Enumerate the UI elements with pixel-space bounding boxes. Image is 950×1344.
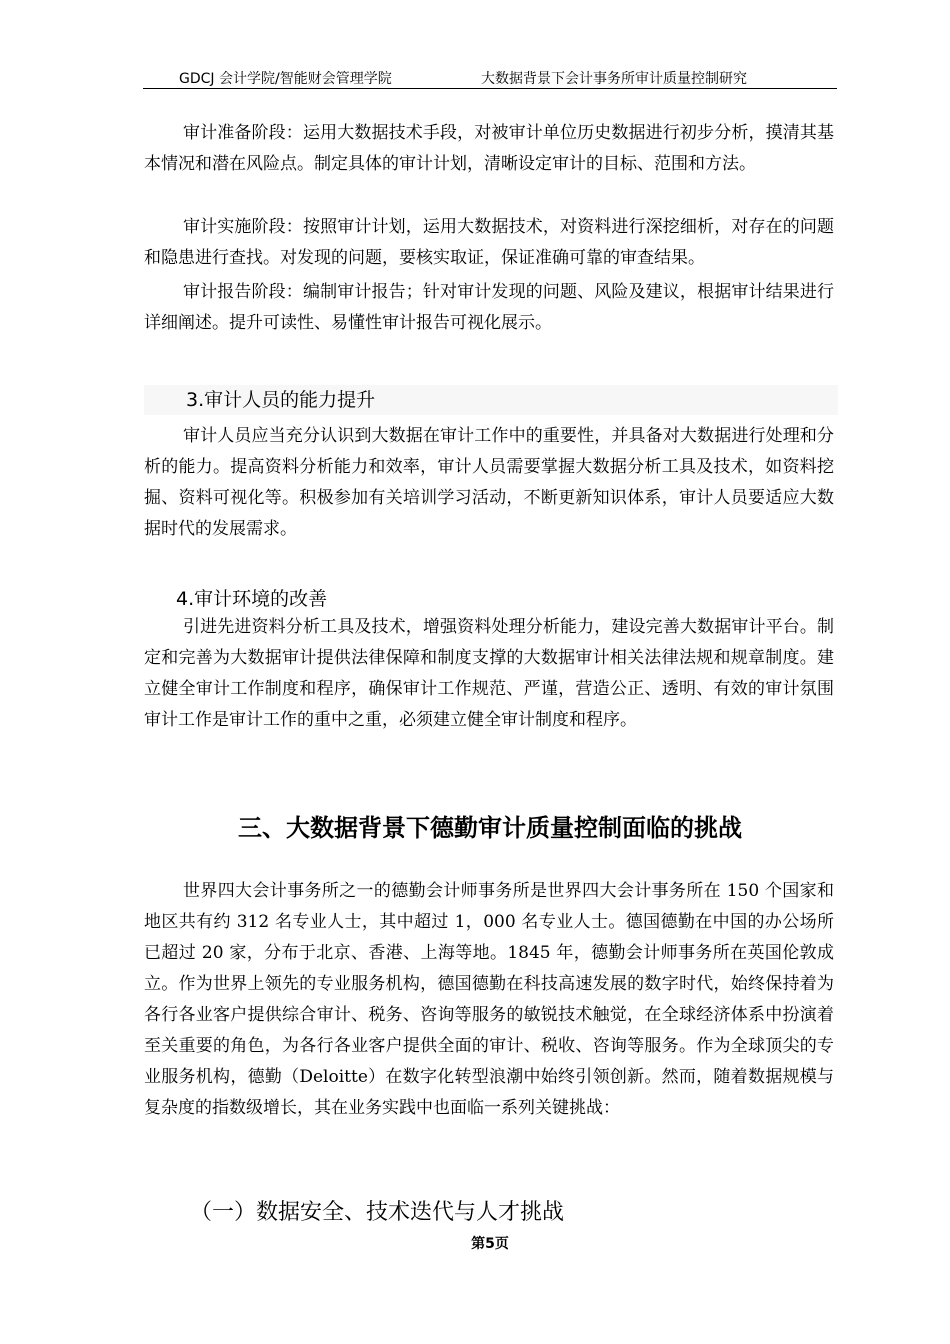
paragraph-audit-implementation: 审计实施阶段：按照审计计划，运用大数据技术，对资料进行深挖细析，对存在的问题和隐患进行查找。对发现的问题，要核实取证，保证准确可靠的审查结果。 [144,217,834,268]
paragraph-audit-report: 审计报告阶段：编制审计报告；针对审计发现的问题、风险及建议，根据审计结果进行详细阐述。提升可读性、易懂性审计报告可视化展示。 [144,282,834,333]
page-header [143,68,837,89]
section-title-challenges: 三、大数据背景下德勤审计质量控制面临的挑战 [238,814,742,842]
paragraph-auditor-ability: 审计人员应当充分认识到大数据在审计工作中的重要性，并具备对大数据进行处理和分析的能力。提高资料分析能力和效率，审计人员需要掌握大数据分析工具及技术，如资料挖掘、资料可视化等。积极参加有关培训学习活动，不断更新知识体系，审计人员要适应大数据时代的发展需求。 [144,426,834,539]
page-number: 第5页 [471,1236,509,1252]
heading-auditor-ability-box [144,385,838,415]
heading-audit-environment: 4.审计环境的改善 [176,588,328,610]
paragraph-audit-environment: 引进先进资料分析工具及技术，增强资料处理分析能力，建设完善大数据审计平台。制定和完善为大数据审计提供法律保障和制度支撑的大数据审计相关法律法规和规章制度。建立健全审计工作制度和程序，确保审计工作规范、严谨，营造公正、透明、有效的审计氛围审计工作是审计工作的重中之重，必须建立健全审计制度和程序。 [144,617,834,730]
heading-auditor-ability: 3.审计人员的能力提升 [186,389,376,411]
paragraph-deloitte-intro: 世界四大会计事务所之一的德勤会计师事务所是世界四大会计事务所在 150 个国家和地区共有约 312 名专业人士，其中超过 1，000 名专业人士。德国德勤在中国的办公场所已超过 20 家，分布于北京、香港、上海等地。1845 年，德勤会计师事务所在英国伦敦成立。作为世界上领先的专业服务机构，德国德勤在科技高速发展的数字时代，始终保持着为各行各业客户提供综合审计、税务、咨询等服务的敏锐技术触觉，在全球经济体系中扮演着至关重要的角色，为各行各业客户提供全面的审计、税收、咨询等服务。作为全球顶尖的专业服务机构，德勤（Deloitte）在数字化转型浪潮中始终引领创新。然而，随着数据规模与复杂度的指数级增长，其在业务实践中也面临一系列关键挑战： [144,881,834,1118]
header-left-text: GDCJ 会计学院/智能财会管理学院 [179,71,392,87]
header-right-text: 大数据背景下会计事务所审计质量控制研究 [481,71,747,87]
paragraph-audit-preparation: 审计准备阶段：运用大数据技术手段，对被审计单位历史数据进行初步分析，摸清其基本情况和潜在风险点。制定具体的审计计划，清晰设定审计的目标、范围和方法。 [144,123,834,174]
subheading-data-security: （一）数据安全、技术迭代与人才挑战 [190,1200,565,1225]
